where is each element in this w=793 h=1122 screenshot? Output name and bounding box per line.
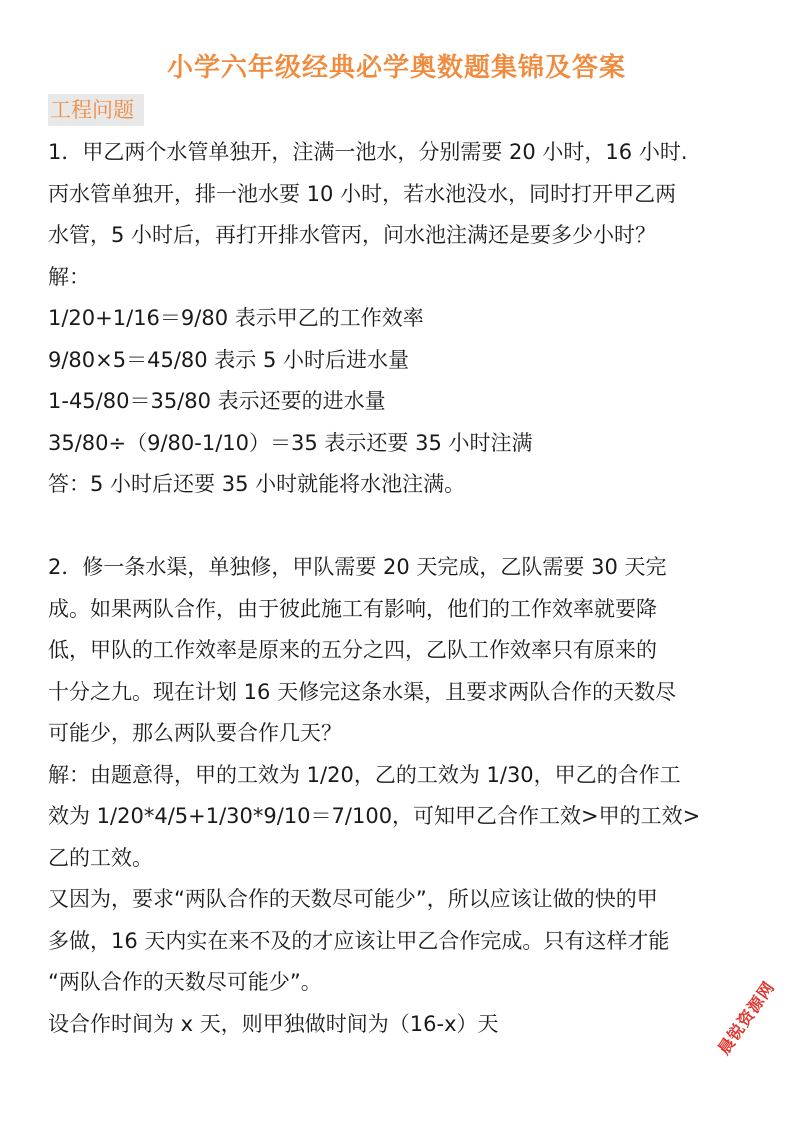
text-line: 成。如果两队合作，由于彼此施工有影响，他们的工作效率就要降 bbox=[48, 596, 657, 621]
section-heading: 工程问题 bbox=[48, 94, 144, 126]
text-line: 1/20+1/16＝9/80 表示甲乙的工作效率 bbox=[48, 306, 424, 330]
text-line: 效为 1/20*4/5+1/30*9/10＝7/100，可知甲乙合作工效>甲的工效> bbox=[48, 804, 701, 828]
text-line: 1-45/80＝35/80 表示还要的进水量 bbox=[48, 389, 386, 413]
page-title: 小学六年级经典必学奥数题集锦及答案 bbox=[166, 53, 626, 83]
text-line: 水管，5 小时后，再打开排水管丙，问水池注满还是要多少小时？ bbox=[48, 223, 657, 247]
text-line: 35/80÷（9/80-1/10）＝35 表示还要 35 小时注满 bbox=[48, 430, 533, 455]
blank-line bbox=[48, 506, 748, 548]
text-line: 丙水管单独开，排一池水要 10 小时，若水池没水，同时打开甲乙两 bbox=[48, 181, 677, 206]
text-line: 答：5 小时后还要 35 小时就能将水池注满。 bbox=[48, 472, 466, 496]
text-line: 解：由题意得，甲的工效为 1/20，乙的工效为 1/30，甲乙的合作工 bbox=[48, 762, 681, 787]
text-line: 1．甲乙两个水管单独开，注满一池水，分别需要 20 小时，16 小时. bbox=[48, 140, 688, 164]
document-body bbox=[48, 132, 748, 1045]
text-line: 解： bbox=[48, 264, 90, 289]
text-line: 多做，16 天内实在来不及的才应该让甲乙合作完成。只有这样才能 bbox=[48, 928, 670, 953]
text-line: 十分之九。现在计划 16 天修完这条水渠，且要求两队合作的天数尽 bbox=[48, 679, 677, 704]
text-line: 低，甲队的工作效率是原来的五分之四，乙队工作效率只有原来的 bbox=[48, 638, 657, 662]
text-line: 9/80×5＝45/80 表示 5 小时后进水量 bbox=[48, 347, 410, 372]
text-line: “两队合作的天数尽可能少”。 bbox=[48, 970, 322, 994]
text-line: 可能少，那么两队要合作几天？ bbox=[48, 721, 342, 745]
watermark-stamp: 晨锐资源网 bbox=[713, 977, 778, 1058]
text-line: 设合作时间为 x 天，则甲独做时间为（16-x）天 bbox=[48, 1011, 499, 1036]
text-line: 又因为，要求“两队合作的天数尽可能少”，所以应该让做的快的甲 bbox=[48, 887, 658, 911]
text-line: 2．修一条水渠，单独修，甲队需要 20 天完成，乙队需要 30 天完 bbox=[48, 555, 667, 579]
text-line: 乙的工效。 bbox=[48, 845, 153, 870]
